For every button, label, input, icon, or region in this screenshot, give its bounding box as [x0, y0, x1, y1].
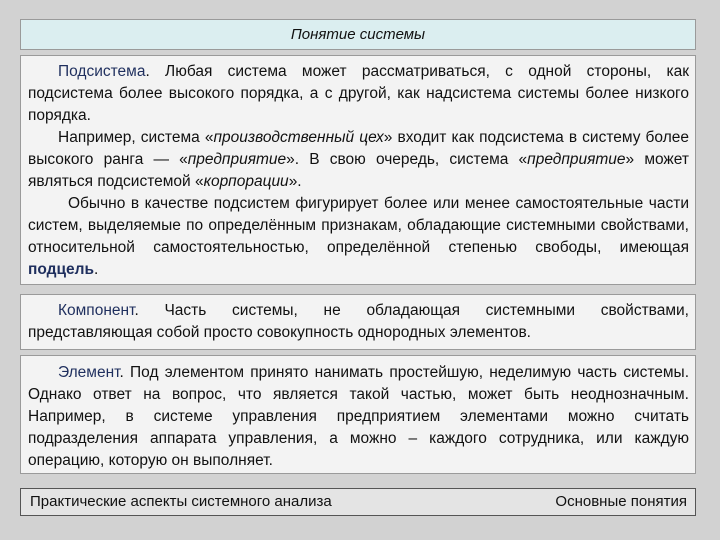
- subsystem-definition: [28, 61, 689, 127]
- subgoal-term: подцель: [28, 261, 94, 278]
- footer-section-title: Основные понятия: [555, 493, 687, 510]
- example-text-5: ».: [288, 173, 302, 190]
- component-definition-text: . Часть системы, не обладающая системными свойствами, представляющая собой просто совокупность однородных элементов.: [28, 302, 689, 341]
- slide-title-text: Понятие системы: [290, 26, 426, 43]
- subsystem-section: [20, 55, 696, 285]
- element-definition-text: . Под элементом принято нанимать простейшую, неделимую часть системы. Однако ответ на вопрос, что является такой частью, может быть неоднозначным. Например, в системе управления предприятием элементами можно считать подразделения аппарата управления, а можно – каждого сотрудника, или каждую операцию, которую он выполняет.: [28, 364, 689, 469]
- element-section: [20, 355, 696, 474]
- usage-end: .: [94, 261, 99, 278]
- component-term: Компонент: [58, 302, 135, 319]
- footer-bar: [20, 488, 696, 516]
- example-text-1: Например, система «: [58, 129, 214, 146]
- example-text-2: » входит как подсистема в систему более высокого ранга — «: [28, 129, 689, 168]
- component-section: [20, 294, 696, 350]
- example-italic-enterprise-2: предприятие: [527, 151, 626, 168]
- subsystem-usage: [28, 193, 689, 281]
- footer-course-title: Практические аспекты системного анализа: [30, 493, 332, 510]
- example-text-3: ». В свою очередь, система «: [286, 151, 528, 168]
- example-italic-corporation: корпорации: [203, 173, 289, 190]
- element-definition: [28, 362, 689, 472]
- example-italic-enterprise: предприятие: [187, 151, 287, 168]
- usage-text: Обычно в качестве подсистем фигурирует более или менее самостоятельные части систем, выделяемые по определённым признакам, обладающие системными свойствами, относительной самостоятельностью, определённой степенью свободы, имеющая: [28, 195, 689, 256]
- example-italic-workshop: производственный цех: [213, 129, 384, 146]
- subsystem-definition-text: . Любая система может рассматриваться, с одной стороны, как подсистема более высокого порядка, а с другой, как надсистема системы более низкого порядка.: [28, 63, 689, 124]
- example-text-4: » может являться подсистемой «: [28, 151, 690, 190]
- slide-title: [20, 19, 696, 50]
- component-definition: [28, 300, 689, 344]
- subsystem-example: [28, 127, 689, 193]
- element-term: Элемент: [58, 364, 120, 381]
- subsystem-term: Подсистема: [58, 63, 146, 80]
